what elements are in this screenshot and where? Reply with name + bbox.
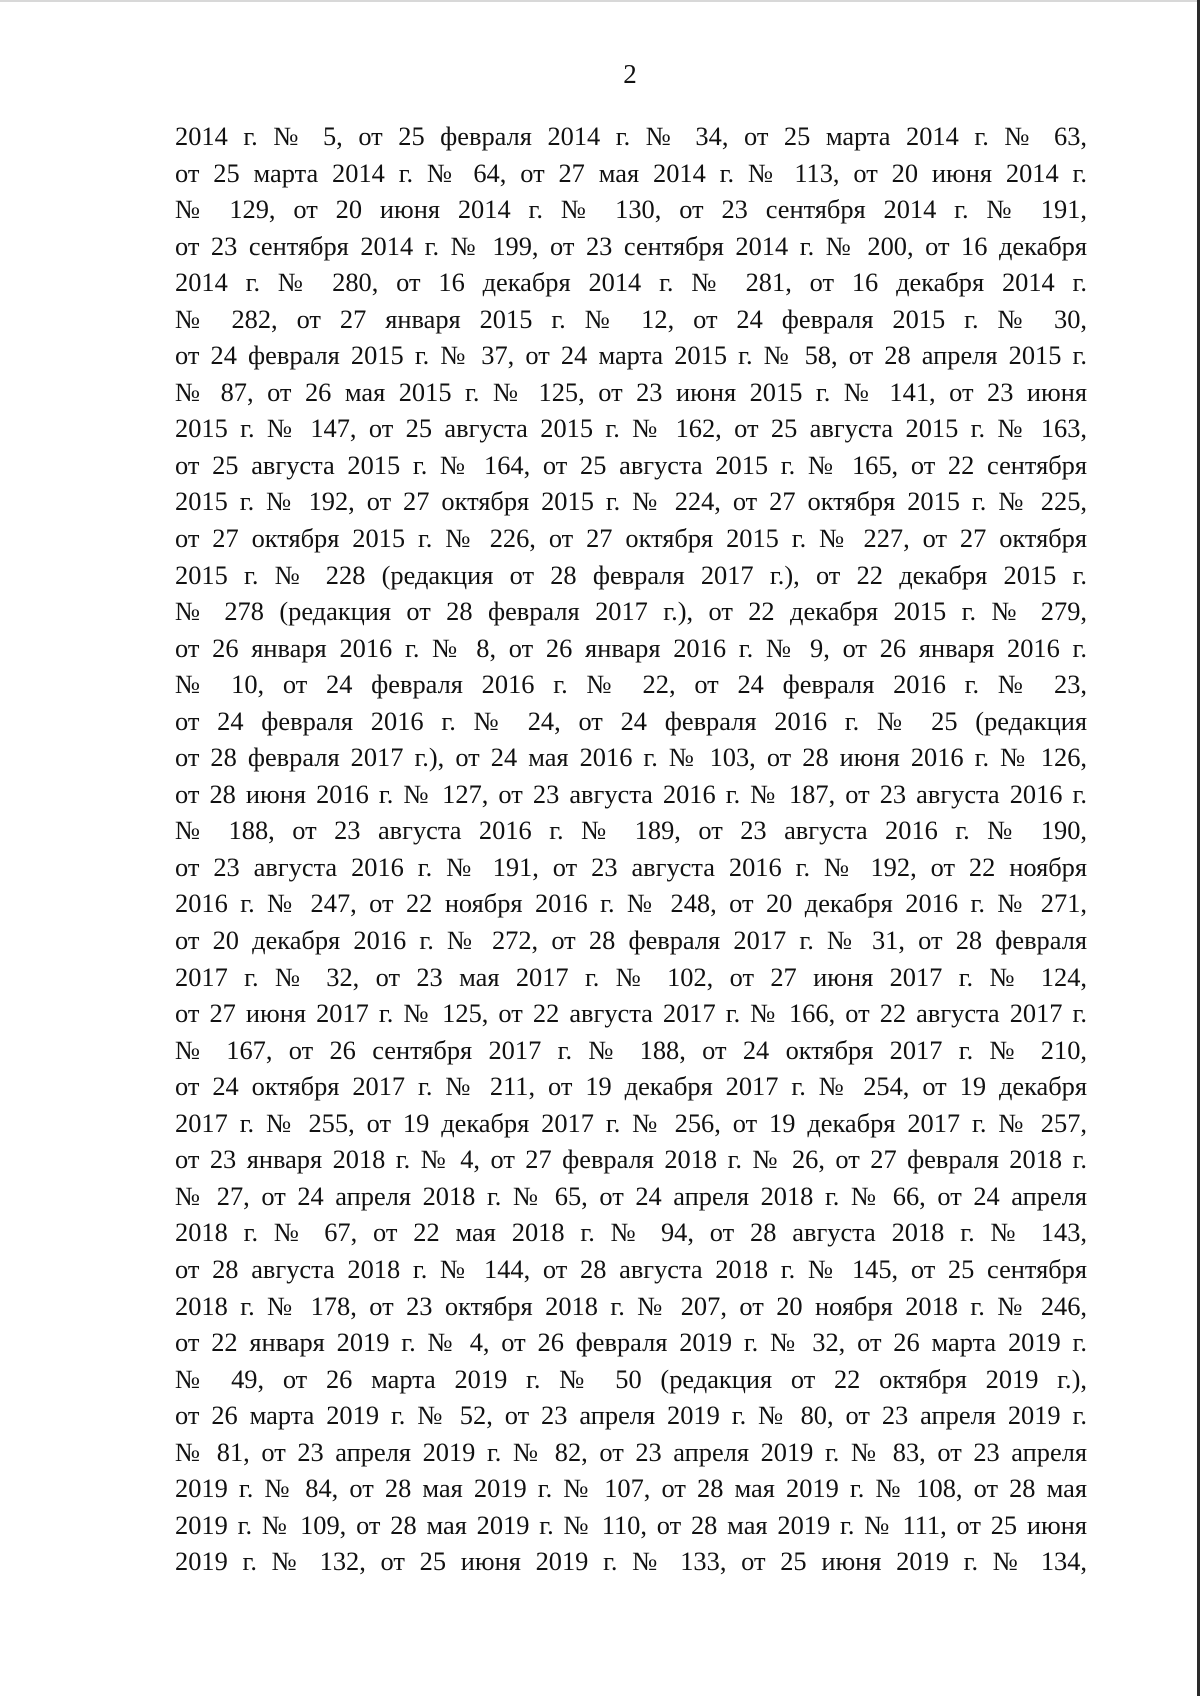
text-line: № 167, от 26 сентября 2017 г. № 188, от 24 октября 2017 г. № 210, <box>175 1034 1087 1065</box>
text-line: 2015 г. № 147, от 25 августа 2015 г. № 162, от 25 августа 2015 г. № 163, <box>175 413 1087 444</box>
text-line: № 49, от 26 марта 2019 г. № 50 (редакция от 22 октября 2019 г.), <box>175 1363 1087 1394</box>
text-line: № 278 (редакция от 28 февраля 2017 г.), от 22 декабря 2015 г. № 279, <box>175 596 1087 627</box>
text-line: от 26 января 2016 г. № 8, от 26 января 2016 г. № 9, от 26 января 2016 г. <box>175 632 1087 663</box>
text-line: от 20 декабря 2016 г. № 272, от 28 февраля 2017 г. № 31, от 28 февраля <box>175 925 1087 956</box>
text-line: от 24 февраля 2015 г. № 37, от 24 марта 2015 г. № 58, от 28 апреля 2015 г. <box>175 340 1087 371</box>
text-line: от 27 октября 2015 г. № 226, от 27 октября 2015 г. № 227, от 27 октября <box>175 523 1087 554</box>
text-line: от 25 марта 2014 г. № 64, от 27 мая 2014 г. № 113, от 20 июня 2014 г. <box>175 157 1087 188</box>
text-line: от 24 октября 2017 г. № 211, от 19 декабря 2017 г. № 254, от 19 декабря <box>175 1071 1087 1102</box>
text-line: от 22 января 2019 г. № 4, от 26 февраля 2019 г. № 32, от 26 марта 2019 г. <box>175 1327 1087 1358</box>
text-line: 2014 г. № 280, от 16 декабря 2014 г. № 281, от 16 декабря 2014 г. <box>175 267 1087 298</box>
text-line: № 282, от 27 января 2015 г. № 12, от 24 февраля 2015 г. № 30, <box>175 303 1087 334</box>
text-line: 2014 г. № 5, от 25 февраля 2014 г. № 34, от 25 марта 2014 г. № 63, <box>175 121 1087 151</box>
text-line: 2018 г. № 67, от 22 мая 2018 г. № 94, от 28 августа 2018 г. № 143, <box>175 1217 1087 1248</box>
text-line: от 25 августа 2015 г. № 164, от 25 августа 2015 г. № 165, от 22 сентября <box>175 449 1087 480</box>
text-line: от 28 августа 2018 г. № 144, от 28 августа 2018 г. № 145, от 25 сентября <box>175 1253 1087 1284</box>
scan-edge-top <box>0 0 1200 2</box>
text-line: № 87, от 26 мая 2015 г. № 125, от 23 июня 2015 г. № 141, от 23 июня <box>175 376 1087 407</box>
text-line: № 188, от 23 августа 2016 г. № 189, от 23 августа 2016 г. № 190, <box>175 815 1087 846</box>
text-line: № 10, от 24 февраля 2016 г. № 22, от 24 февраля 2016 г. № 23, <box>175 669 1087 700</box>
text-line: от 23 января 2018 г. № 4, от 27 февраля 2018 г. № 26, от 27 февраля 2018 г. <box>175 1144 1087 1175</box>
text-line: № 81, от 23 апреля 2019 г. № 82, от 23 апреля 2019 г. № 83, от 23 апреля <box>175 1436 1087 1467</box>
text-line: 2015 г. № 192, от 27 октября 2015 г. № 224, от 27 октября 2015 г. № 225, <box>175 486 1087 517</box>
text-line: 2017 г. № 255, от 19 декабря 2017 г. № 256, от 19 декабря 2017 г. № 257, <box>175 1107 1087 1138</box>
text-line: 2019 г. № 84, от 28 мая 2019 г. № 107, от 28 мая 2019 г. № 108, от 28 мая <box>175 1473 1087 1504</box>
text-line: 2019 г. № 132, от 25 июня 2019 г. № 133, от 25 июня 2019 г. № 134, <box>175 1546 1087 1577</box>
page-number: 2 <box>623 59 637 89</box>
text-line: 2016 г. № 247, от 22 ноября 2016 г. № 248, от 20 декабря 2016 г. № 271, <box>175 888 1087 919</box>
text-line: от 27 июня 2017 г. № 125, от 22 августа 2017 г. № 166, от 22 августа 2017 г. <box>175 998 1087 1029</box>
text-line: от 24 февраля 2016 г. № 24, от 24 февраля 2016 г. № 25 (редакция <box>175 705 1087 736</box>
text-line: от 23 сентября 2014 г. № 199, от 23 сентября 2014 г. № 200, от 16 декабря <box>175 230 1087 261</box>
text-line: от 26 марта 2019 г. № 52, от 23 апреля 2019 г. № 80, от 23 апреля 2019 г. <box>175 1400 1087 1431</box>
text-line: от 23 августа 2016 г. № 191, от 23 августа 2016 г. № 192, от 22 ноября <box>175 851 1087 882</box>
text-line: 2015 г. № 228 (редакция от 28 февраля 2017 г.), от 22 декабря 2015 г. <box>175 559 1087 590</box>
text-line: 2019 г. № 109, от 28 мая 2019 г. № 110, от 28 мая 2019 г. № 111, от 25 июня <box>175 1509 1087 1540</box>
text-line: № 129, от 20 июня 2014 г. № 130, от 23 сентября 2014 г. № 191, <box>175 194 1087 225</box>
text-line: от 28 февраля 2017 г.), от 24 мая 2016 г. № 103, от 28 июня 2016 г. № 126, <box>175 742 1087 773</box>
text-line: 2018 г. № 178, от 23 октября 2018 г. № 207, от 20 ноября 2018 г. № 246, <box>175 1290 1087 1321</box>
text-line: от 28 июня 2016 г. № 127, от 23 августа 2016 г. № 187, от 23 августа 2016 г. <box>175 778 1087 809</box>
text-line: 2017 г. № 32, от 23 мая 2017 г. № 102, от 27 июня 2017 г. № 124, <box>175 961 1087 992</box>
text-line: № 27, от 24 апреля 2018 г. № 65, от 24 апреля 2018 г. № 66, от 24 апреля <box>175 1180 1087 1211</box>
document-body <box>175 118 1087 1580</box>
